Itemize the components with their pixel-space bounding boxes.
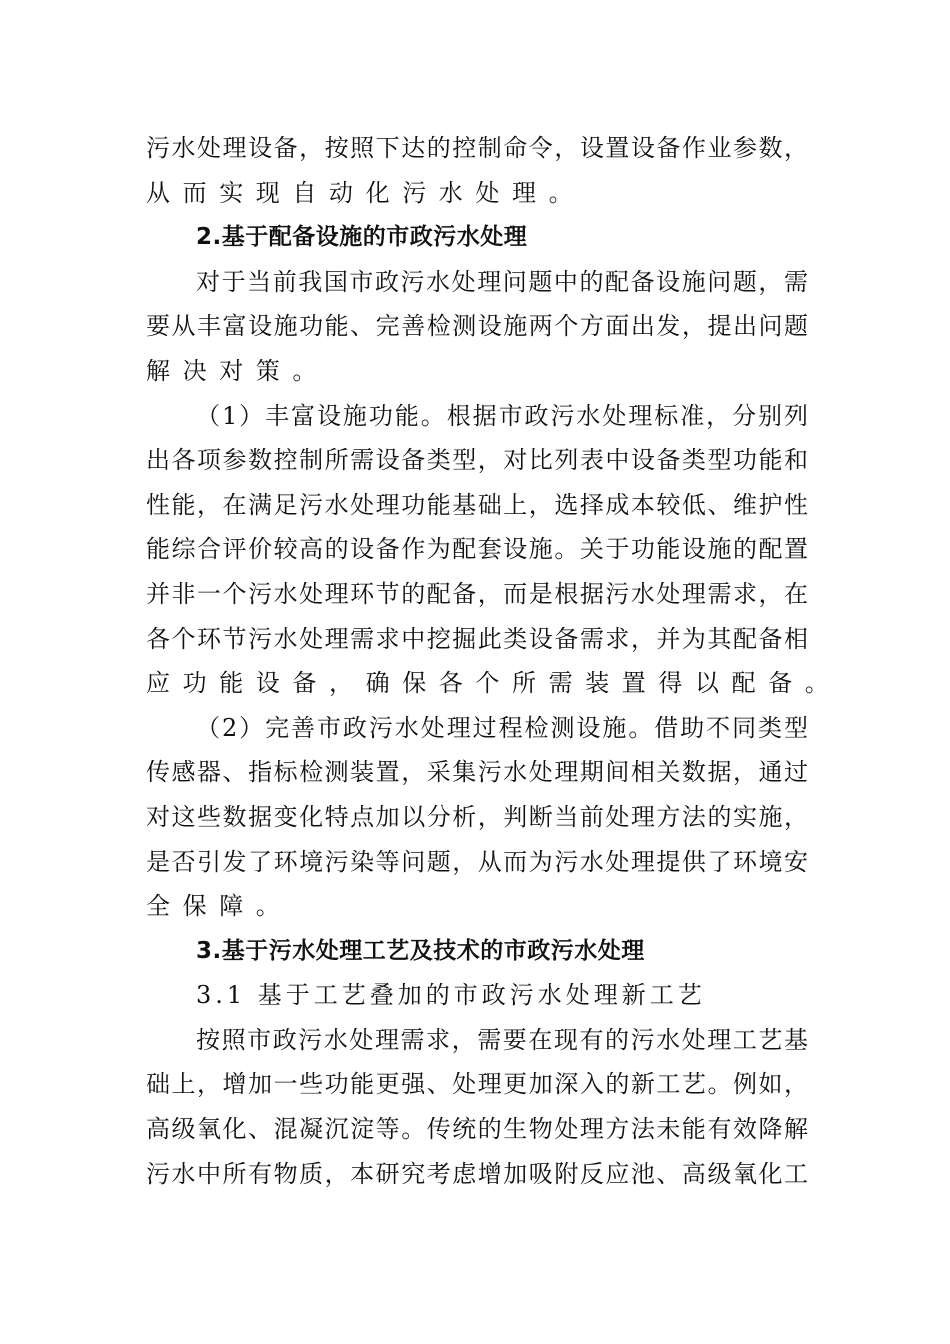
paragraph-intro <box>146 260 808 394</box>
text-line: 对于当前我国市政污水处理问题中的配备设施问题，需 <box>196 267 808 296</box>
text-line: 全保障。 <box>146 892 293 921</box>
text-line: 础上，增加一些功能更强、处理更加深入的新工艺。例如， <box>146 1070 808 1099</box>
text-line: 对这些数据变化特点加以分析，判断当前处理方法的实施， <box>146 802 808 831</box>
text-line: 传感器、指标检测装置，采集污水处理期间相关数据，通过 <box>146 758 808 787</box>
document-page <box>146 126 842 1196</box>
paragraph-continuation <box>146 126 808 215</box>
section-heading-3: 3.基于污水处理工艺及技术的市政污水处理 <box>196 937 645 964</box>
text-line: 应功能设备，确保各个所需装置得以配备。 <box>146 669 842 698</box>
text-line: 出各项参数控制所需设备类型，对比列表中设备类型功能和 <box>146 446 808 475</box>
text-line: 是否引发了环境污染等问题，从而为污水处理提供了环境安 <box>146 847 808 876</box>
text-line: 污水处理设备，按照下达的控制命令，设置设备作业参数， <box>146 134 808 162</box>
text-line: （1）丰富设施功能。根据市政污水处理标准，分别列 <box>196 401 808 430</box>
text-line: 各个环节污水处理需求中挖掘此类设备需求，并为其配备相 <box>146 624 808 653</box>
text-line: 性能，在满足污水处理功能基础上，选择成本较低、维护性 <box>146 490 808 519</box>
text-line: 能综合评价较高的设备作为配套设施。关于功能设施的配置 <box>146 535 808 564</box>
paragraph-item-2 <box>146 706 808 929</box>
subsection-heading-3-1: 3.1 基于工艺叠加的市政污水处理新工艺 <box>196 981 706 1010</box>
text-line: 要从丰富设施功能、完善检测设施两个方面出发，提出问题 <box>146 312 808 341</box>
text-line: 解决对策。 <box>146 356 329 385</box>
text-line: 并非一个污水处理环节的配备，而是根据污水处理需求，在 <box>146 579 808 608</box>
section-heading-2: 2.基于配备设施的市政污水处理 <box>196 224 528 251</box>
text-line: 高级氧化、混凝沉淀等。传统的生物处理方法未能有效降解 <box>146 1115 808 1144</box>
text-line: 污水中所有物质，本研究考虑增加吸附反应池、高级氧化工 <box>146 1159 808 1188</box>
paragraph-item-1 <box>146 394 842 706</box>
text-line: 从而实现自动化污水处理。 <box>146 178 586 207</box>
text-line: 按照市政污水处理需求，需要在现有的污水处理工艺基 <box>196 1025 808 1054</box>
paragraph-new-process <box>146 1018 808 1196</box>
text-line: （2）完善市政污水处理过程检测设施。借助不同类型 <box>196 713 808 742</box>
